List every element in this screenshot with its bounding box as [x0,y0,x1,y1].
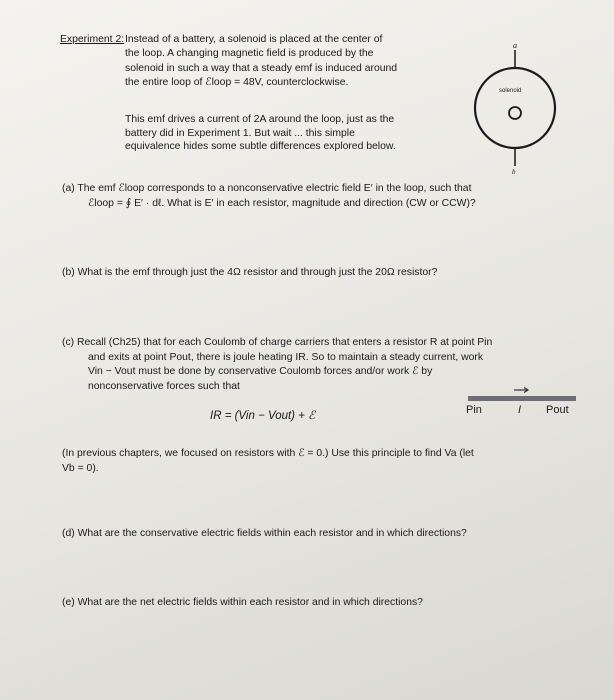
emf-line: This emf drives a current of 2A around the loop, just as the [125,114,395,125]
intro-line: Instead of a battery, a solenoid is placed at the center of [125,34,383,45]
experiment-heading: Experiment 2: [60,34,125,45]
question-c-followup-line: Vb = 0). [62,462,99,474]
question-a-line: ℰloop = ∮ E′ · dℓ. What is E′ in each resistor, magnitude and direction (CW or CCW)? [88,197,476,209]
solenoid-icon [509,107,521,119]
question-c-line: Vin − Vout must be done by conservative Coulomb forces and/or work ℰ by [88,366,433,377]
emf-paragraph [125,113,396,154]
intro-line: the loop. A changing magnetic field is produced by the [125,48,374,60]
question-d-line: (d) What are the conservative electric fields within each resistor and in which directions? [62,528,467,539]
question-e [62,596,423,611]
resistor-diagram [462,386,582,416]
question-c-line: nonconservative forces such that [88,380,240,392]
question-b-line: (b) What is the emf through just the 4Ω resistor and through just the 20Ω resistor? [62,267,438,278]
intro-line: the entire loop of ℰloop = 48V, counterclockwise. [125,76,349,88]
question-e-line: (e) What are the net electric fields within each resistor and in which directions? [62,597,423,608]
question-c-line: and exits at point Pout, there is joule heating IR. So to maintain a steady current, work [88,351,484,363]
p-in-label: Pin [466,404,482,416]
question-b [62,266,437,281]
point-a-label: a [513,41,517,50]
point-b-label: b [512,168,516,176]
question-a [62,182,476,211]
intro-paragraph [125,33,397,90]
circuit-diagram [455,41,575,180]
question-d [62,527,467,542]
loop-circle [475,68,555,148]
emf-line: battery did in Experiment 1. But wait ... this simple [125,127,355,139]
question-c-followup [62,447,474,476]
solenoid-label: solenoid [499,88,522,94]
question-c-followup-line: (In previous chapters, we focused on resistors with ℰ = 0.) Use this principle to find Va (let [62,448,474,459]
emf-line: equivalence hides some subtle differences explored below. [125,141,396,153]
question-a-line: (a) The emf ℰloop corresponds to a nonconservative electric field E′ in the loop, such that [62,183,472,194]
question-c-line: (c) Recall (Ch25) that for each Coulomb of charge carriers that enters a resistor R at point Pin [62,337,493,348]
work-equation: IR = (Vin − Vout) + ℰ [210,410,316,422]
p-out-label: Pout [546,404,569,416]
intro-line: solenoid in such a way that a steady emf is induced around [125,62,398,74]
current-label: I [518,404,522,416]
question-c [62,336,492,394]
current-arrow-icon [462,386,582,402]
